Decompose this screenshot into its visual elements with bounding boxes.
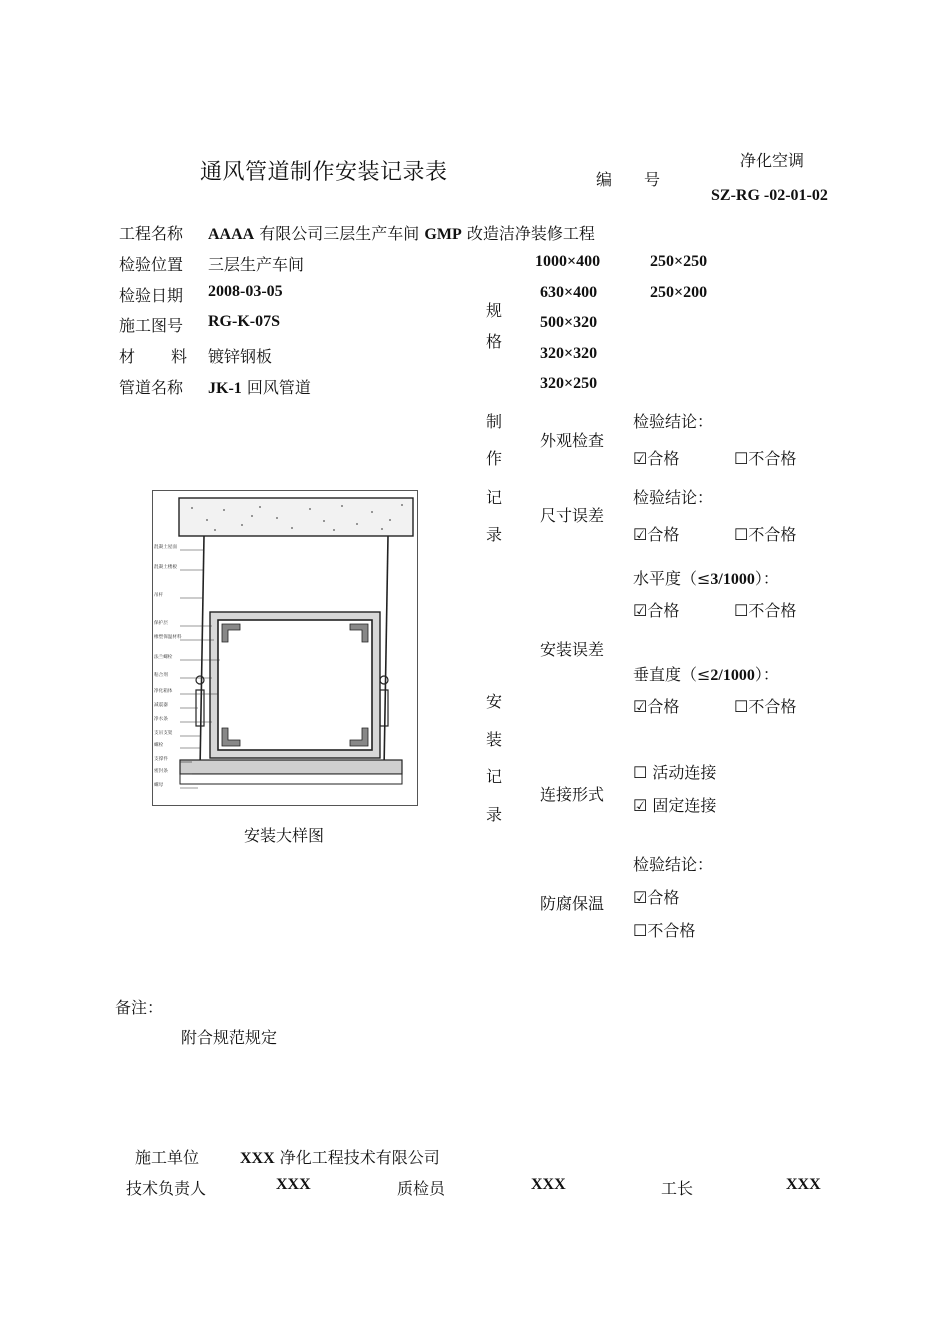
diagram-callout: 混凝土屋面 xyxy=(154,545,177,550)
date-label: 检验日期 xyxy=(119,286,184,305)
tech-lead-value: XXX xyxy=(276,1176,311,1193)
connection-fixed-checkbox[interactable]: ☑ 固定连接 xyxy=(633,796,717,815)
unit-label: 施工单位 xyxy=(135,1148,200,1167)
category-label: 净化空调 xyxy=(740,151,805,170)
fab-side-char: 作 xyxy=(486,449,503,468)
date-value: 2008-03-05 xyxy=(208,283,283,300)
foreman-label: 工长 xyxy=(661,1179,694,1198)
spec-size: 320×250 xyxy=(540,375,598,392)
connection-active-checkbox[interactable]: ☐ 活动连接 xyxy=(633,763,717,782)
page-title: 通风管道制作安装记录表 xyxy=(200,160,448,185)
diagram-callout: 粘合剂 xyxy=(154,673,168,678)
vertical-tolerance: 垂直度（≤2/1000）： xyxy=(633,665,779,684)
code-label: 编 号 xyxy=(596,170,661,189)
diagram-callout: 净化箱体 xyxy=(154,689,173,694)
duct-value: JK-1 回风管道 xyxy=(208,378,311,397)
unit-value: XXX 净化工程技术有限公司 xyxy=(240,1148,440,1167)
diagram-callout: 螺母 xyxy=(154,783,164,788)
diagram-callout: 橡塑保温材料 xyxy=(154,635,182,640)
tech-lead-label: 技术负责人 xyxy=(126,1179,207,1198)
diagram-callout: 螺栓 xyxy=(154,743,164,748)
inst-side-char: 装 xyxy=(486,730,503,749)
spec-size: 250×250 xyxy=(650,253,708,270)
notes-content: 附合规范规定 xyxy=(181,1028,278,1047)
level-tolerance: 水平度（≤3/1000）： xyxy=(633,569,779,588)
project-label: 工程名称 xyxy=(119,224,184,243)
install-detail-diagram xyxy=(152,490,418,806)
spec-size: 320×320 xyxy=(540,345,598,362)
dimension-pass-checkbox[interactable]: ☑合格 xyxy=(633,525,680,544)
anticorrosion-pass-checkbox[interactable]: ☑合格 xyxy=(633,888,680,907)
spec-size: 500×320 xyxy=(540,314,598,331)
drawing-value: RG-K-07S xyxy=(208,313,280,330)
material-label-a: 材 xyxy=(119,347,136,366)
qc-value: XXX xyxy=(531,1176,566,1193)
diagram-callout: 减震器 xyxy=(154,703,168,708)
diagram-callout: 混凝土楼板 xyxy=(154,565,177,570)
install-error-label: 安装误差 xyxy=(540,640,605,659)
duct-label: 管道名称 xyxy=(119,378,184,397)
vertical-pass-checkbox[interactable]: ☑合格 xyxy=(633,697,680,716)
level-pass-checkbox[interactable]: ☑合格 xyxy=(633,601,680,620)
inst-side-char: 安 xyxy=(486,692,503,711)
location-value: 三层生产车间 xyxy=(208,255,305,274)
anticorrosion-conclusion: 检验结论： xyxy=(633,855,714,874)
project-value: AAAA 有限公司三层生产车间 GMP 改造洁净装修工程 xyxy=(208,224,595,243)
diagram-callout: 密封条 xyxy=(154,769,168,774)
level-fail-checkbox[interactable]: ☐不合格 xyxy=(734,601,797,620)
anticorrosion-fail-checkbox[interactable]: ☐不合格 xyxy=(633,921,696,940)
code-value: SZ-RG -02-01-02 xyxy=(711,187,828,204)
diagram-caption: 安装大样图 xyxy=(244,826,325,845)
spec-label-a: 规 xyxy=(486,301,503,320)
vertical-fail-checkbox[interactable]: ☐不合格 xyxy=(734,697,797,716)
diagram-callout: 支撑件 xyxy=(154,757,168,762)
appearance-fail-checkbox[interactable]: ☐不合格 xyxy=(734,449,797,468)
diagram-callout: 保护层 xyxy=(154,621,168,626)
dimension-label: 尺寸误差 xyxy=(540,506,605,525)
anticorrosion-label: 防腐保温 xyxy=(540,894,605,913)
dimension-fail-checkbox[interactable]: ☐不合格 xyxy=(734,525,797,544)
fab-side-char: 记 xyxy=(486,488,503,507)
material-value: 镀锌钢板 xyxy=(208,347,273,366)
qc-label: 质检员 xyxy=(397,1179,446,1198)
inst-side-char: 录 xyxy=(486,805,503,824)
appearance-conclusion: 检验结论： xyxy=(633,412,714,431)
connection-label: 连接形式 xyxy=(540,785,605,804)
inst-side-char: 记 xyxy=(486,767,503,786)
spec-size: 630×400 xyxy=(540,284,598,301)
dimension-conclusion: 检验结论： xyxy=(633,488,714,507)
spec-size: 1000×400 xyxy=(535,253,601,270)
notes-label: 备注： xyxy=(115,998,164,1017)
foreman-value: XXX xyxy=(786,1176,821,1193)
appearance-pass-checkbox[interactable]: ☑合格 xyxy=(633,449,680,468)
fab-side-char: 录 xyxy=(486,525,503,544)
diagram-callout: 净水条 xyxy=(154,717,168,722)
fab-side-char: 制 xyxy=(486,412,503,431)
spec-size: 250×200 xyxy=(650,284,708,301)
material-label-b: 料 xyxy=(171,347,188,366)
appearance-label: 外观检查 xyxy=(540,431,605,450)
diagram-callout: 支吊支架 xyxy=(154,731,173,736)
diagram-callout: 吊杆 xyxy=(154,593,164,598)
spec-label-b: 格 xyxy=(486,332,503,351)
location-label: 检验位置 xyxy=(119,255,184,274)
diagram-callout: 法兰螺栓 xyxy=(154,655,173,660)
drawing-label: 施工图号 xyxy=(119,316,184,335)
